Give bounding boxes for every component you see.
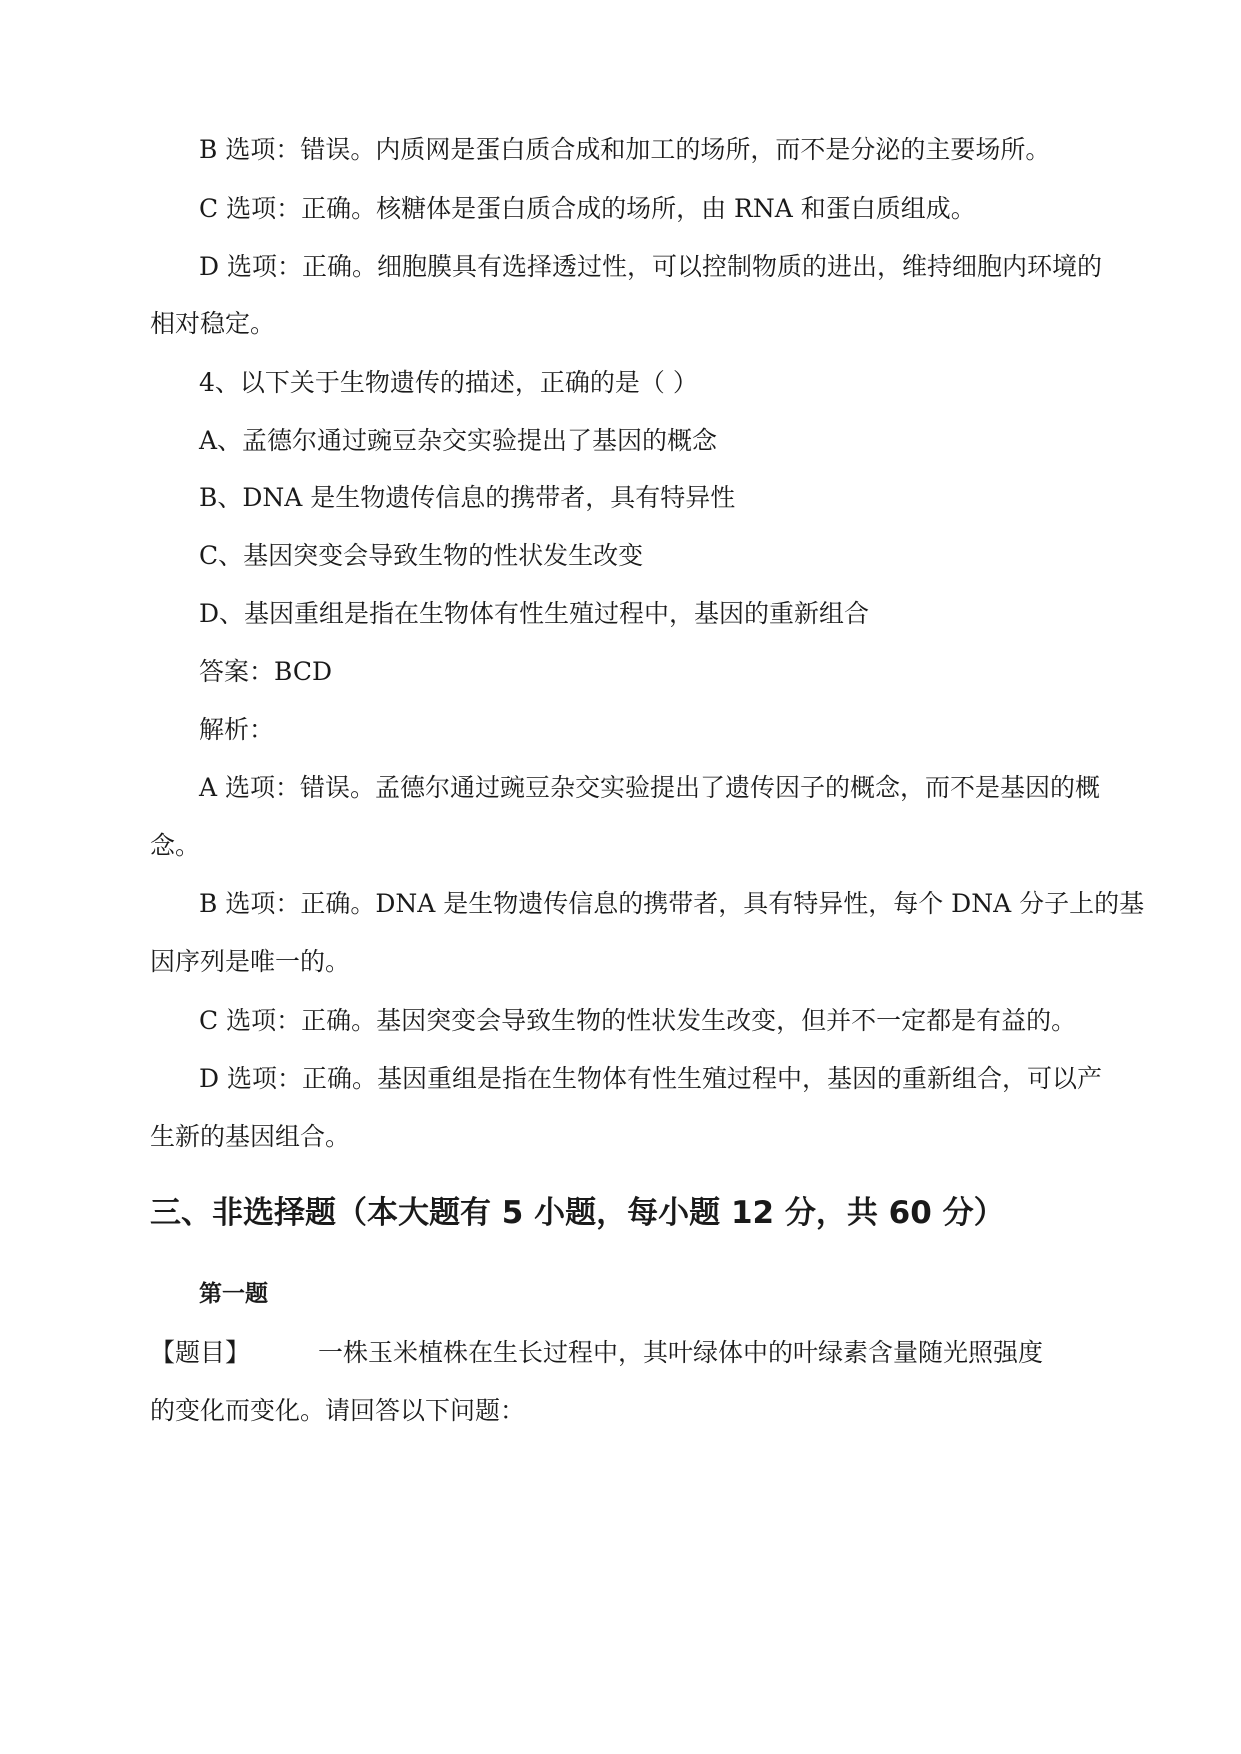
q3-option-d-explanation-line1: D 选项：正确。细胞膜具有选择透过性，可以控制物质的进出，维持细胞内环境的 [199, 252, 1102, 281]
q4-option-b-explanation-line1: B 选项：正确。DNA 是生物遗传信息的携带者，具有特异性，每个 DNA 分子上的基 [199, 889, 1145, 918]
q4-analysis-label: 解析： [199, 715, 275, 744]
q4-stem: 4、以下关于生物遗传的描述，正确的是（ ） [199, 368, 698, 397]
q4-option-d: D、基因重组是指在生物体有性生殖过程中，基因的重新组合 [199, 599, 870, 628]
q4-option-c-explanation: C 选项：正确。基因突变会导致生物的性状发生改变，但并不一定都是有益的。 [199, 1006, 1077, 1035]
q4-option-d-explanation-line2: 生新的基因组合。 [150, 1122, 351, 1151]
q4-option-d-explanation-line1: D 选项：正确。基因重组是指在生物体有性生殖过程中，基因的重新组合，可以产 [199, 1064, 1102, 1093]
q3-option-d-explanation-line2: 相对稳定。 [150, 309, 276, 338]
question-1-text-line2: 的变化而变化。请回答以下问题： [150, 1396, 526, 1425]
q4-option-b: B、DNA 是生物遗传信息的携带者，具有特异性 [199, 483, 736, 512]
section-heading: 三、非选择题（本大题有 5 小题，每小题 12 分，共 60 分） [150, 1195, 1005, 1231]
q4-option-b-explanation-line2: 因序列是唯一的。 [150, 947, 351, 976]
q3-option-b-explanation: B 选项：错误。内质网是蛋白质合成和加工的场所，而不是分泌的主要场所。 [199, 135, 1051, 164]
question-1-heading: 第一题 [199, 1281, 268, 1307]
question-tag: 【题目】 [150, 1338, 251, 1367]
q4-option-a-explanation-line1: A 选项：错误。孟德尔通过豌豆杂交实验提出了遗传因子的概念，而不是基因的概 [199, 773, 1101, 802]
q4-answer: 答案：BCD [199, 657, 333, 686]
q4-option-a-explanation-line2: 念。 [150, 831, 201, 860]
q4-option-c: C、基因突变会导致生物的性状发生改变 [199, 541, 644, 570]
q4-option-a: A、孟德尔通过豌豆杂交实验提出了基因的概念 [199, 426, 718, 455]
q3-option-c-explanation: C 选项：正确。核糖体是蛋白质合成的场所，由 RNA 和蛋白质组成。 [199, 194, 976, 223]
question-1-stem: 一株玉米植株在生长过程中，其叶绿体中的叶绿素含量随光照强度 [318, 1338, 1044, 1367]
question-1-text-line1 [150, 1336, 1083, 1370]
